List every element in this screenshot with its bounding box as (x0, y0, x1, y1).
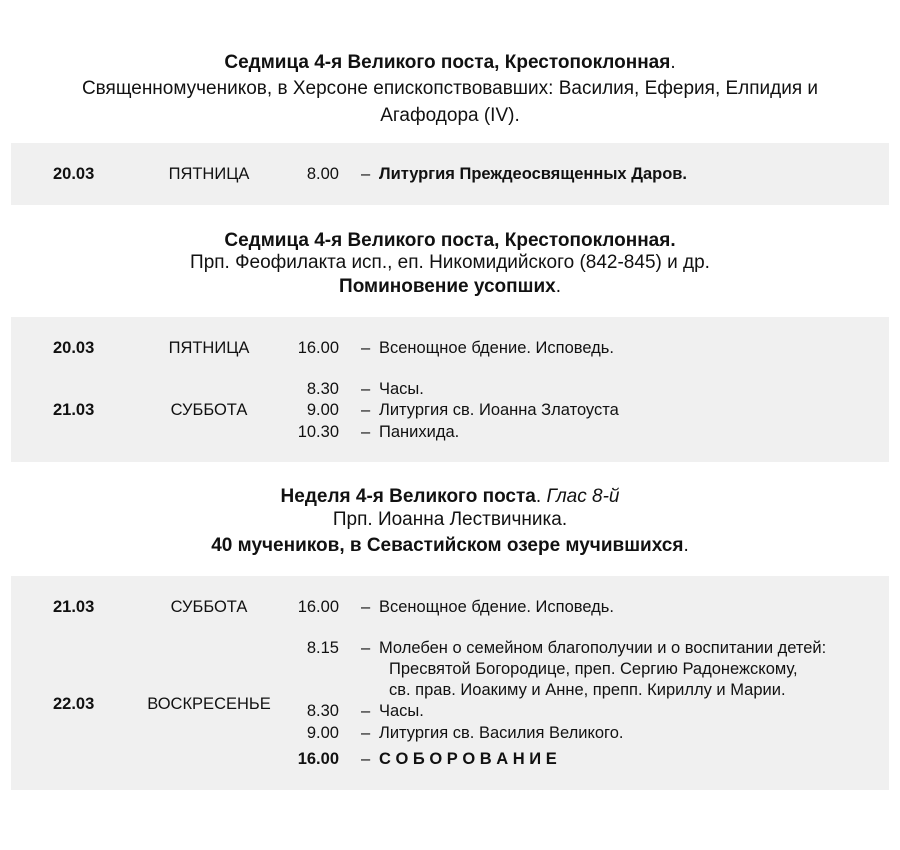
time: 9.00 (306, 724, 339, 742)
service: Литургия св. Василия Великого. (379, 724, 624, 742)
time: 10.30 (297, 423, 339, 441)
weekday: ПЯТНИЦА (168, 165, 250, 183)
service-unction: С О Б О Р О В А Н И Е (379, 750, 557, 768)
dash: – (361, 639, 371, 657)
dash: – (361, 339, 371, 357)
schedule-box (11, 317, 889, 462)
section-subtitle: Агафодора (IV). (380, 105, 520, 126)
dash: – (361, 423, 371, 441)
date: 21.03 (53, 598, 95, 616)
service-continuation: Пресвятой Богородице, преп. Сергию Радонежскому, (389, 660, 798, 678)
date: 21.03 (53, 401, 95, 419)
date: 22.03 (53, 695, 95, 713)
weekday: ПЯТНИЦА (168, 339, 250, 357)
service-continuation: св. прав. Иоакиму и Анне, препп. Кириллу и Марии. (389, 681, 786, 699)
date: 20.03 (53, 339, 95, 357)
dash: – (361, 750, 371, 768)
weekday: СУББОТА (170, 598, 248, 616)
service: Всенощное бдение. Исповедь. (379, 339, 614, 357)
service: Часы. (379, 702, 424, 720)
service: Всенощное бдение. Исповедь. (379, 598, 614, 616)
section-subtitle: Прп. Феофилакта исп., еп. Никомидийского (842-845) и др. (190, 252, 710, 273)
section-subtitle: Священномучеников, в Херсоне епископствовавших: Василия, Еферия, Елпидия и (81, 78, 819, 99)
schedule-box (11, 576, 889, 790)
time: 8.30 (306, 702, 339, 720)
dash: – (361, 165, 371, 183)
time: 8.00 (306, 165, 339, 183)
section-heading: Седмица 4-я Великого поста, Крестопоклонная. (224, 52, 676, 73)
commemoration: Поминовение усопших. (339, 276, 561, 297)
time: 9.00 (306, 401, 339, 419)
section-heading: Неделя 4-я Великого поста. Глас 8-й (280, 486, 620, 507)
section-subtitle: Прп. Иоанна Лествичника. (332, 509, 568, 530)
service: Молебен о семейном благополучии и о воспитании детей: (379, 639, 827, 657)
service: Панихида. (379, 423, 460, 441)
time: 8.15 (306, 639, 339, 657)
service: Литургия Преждеосвященных Даров. (379, 165, 688, 183)
service: Литургия св. Иоанна Златоуста (379, 401, 619, 419)
dash: – (361, 724, 371, 742)
dash: – (361, 380, 371, 398)
time: 8.30 (306, 380, 339, 398)
dash: – (361, 598, 371, 616)
schedule-box (11, 143, 889, 205)
commemoration: 40 мучеников, в Севастийском озере мучившихся. (211, 535, 689, 556)
weekday: ВОСКРЕСЕНЬЕ (147, 695, 271, 713)
date: 20.03 (53, 165, 95, 183)
dash: – (361, 401, 371, 419)
time: 16.00 (297, 750, 339, 768)
weekday: СУББОТА (170, 401, 248, 419)
time: 16.00 (297, 339, 339, 357)
time: 16.00 (297, 598, 339, 616)
service: Часы. (379, 380, 424, 398)
dash: – (361, 702, 371, 720)
section-heading: Седмица 4-я Великого поста, Крестопоклонная. (224, 230, 676, 251)
